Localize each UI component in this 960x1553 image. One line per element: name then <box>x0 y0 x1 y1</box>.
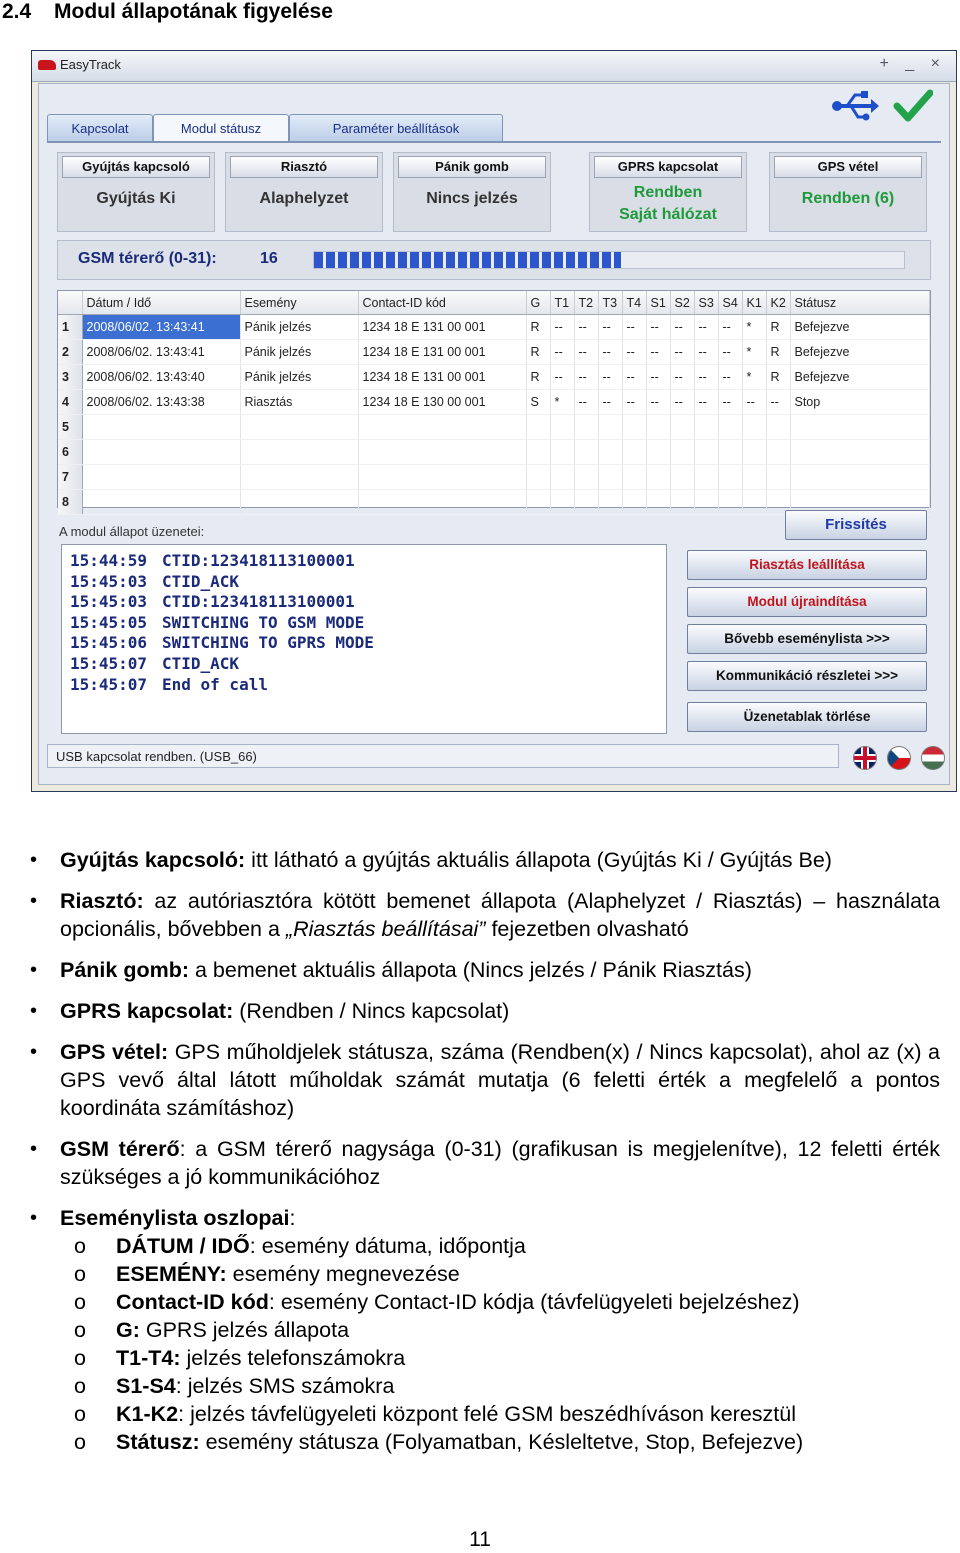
message-time: 15:45:03 <box>70 571 148 591</box>
table-cell: -- <box>718 390 742 415</box>
bullet-alarm <box>60 887 940 943</box>
expand-button[interactable]: + <box>879 55 895 72</box>
table-cell <box>82 440 240 465</box>
ignition-header: Gyújtás kapcsoló <box>62 156 210 178</box>
table-cell <box>598 490 622 515</box>
table-cell <box>550 465 574 490</box>
bullet-gprs <box>60 997 940 1025</box>
sub-bullet-contactid <box>116 1288 936 1316</box>
table-cell <box>598 440 622 465</box>
table-cell: -- <box>574 390 598 415</box>
alarm-header: Riasztó <box>230 156 378 178</box>
table-cell <box>646 440 670 465</box>
row-number: 4 <box>58 390 82 415</box>
gprs-network: Saját hálózat <box>619 206 717 223</box>
gps-value: Rendben (6) <box>801 190 895 207</box>
column-header[interactable]: K2 <box>766 291 790 315</box>
ignition-value: Gyújtás Ki <box>96 190 176 207</box>
table-cell <box>742 465 766 490</box>
panic-value: Nincs jelzés <box>426 190 518 207</box>
table-cell <box>240 415 358 440</box>
gsm-signal-panel <box>57 240 931 280</box>
minimize-button[interactable]: _ <box>905 55 921 72</box>
row-number: 8 <box>58 490 82 515</box>
message-line <box>70 551 355 570</box>
bullet-term: Pánik gomb: <box>60 958 190 982</box>
message-time: 15:45:06 <box>70 633 148 653</box>
table-cell <box>574 490 598 515</box>
table-cell <box>670 490 694 515</box>
table-cell <box>550 415 574 440</box>
table-row[interactable] <box>58 465 930 490</box>
bullet-text: a bemenet aktuális állapota (Nincs jelzés / Pánik Riasztás) <box>189 958 752 982</box>
table-cell <box>646 415 670 440</box>
sub-term: S1-S4 <box>116 1374 176 1398</box>
bullet-term: GPS vétel: <box>60 1040 169 1064</box>
table-cell: 1234 18 E 131 00 001 <box>358 315 526 340</box>
gprs-panel <box>589 152 747 232</box>
uk-flag-icon[interactable] <box>853 746 877 770</box>
bullet-text: GPS műholdjelek státusza, száma (Rendben(x) / Nincs kapcsolat), ahol az (x) a GPS vevő által látott műholdak számát mutatja (6 feletti érték a megfelelő a pontos koordináta számításhoz) <box>60 1040 940 1120</box>
table-cell: -- <box>598 390 622 415</box>
window-title: EasyTrack <box>60 57 121 72</box>
event-table <box>57 290 931 508</box>
table-cell <box>622 465 646 490</box>
table-cell: -- <box>694 390 718 415</box>
tab-kapcsolat[interactable]: Kapcsolat <box>47 114 153 143</box>
message-text: CTID_ACK <box>162 654 240 673</box>
gsm-label: GSM térerő (0-31): <box>78 250 217 267</box>
bullet-term: Eseménylista oszlopai <box>60 1206 290 1230</box>
table-cell <box>742 490 766 515</box>
row-number: 1 <box>58 315 82 340</box>
tab-parameters[interactable]: Paraméter beállítások <box>289 114 503 143</box>
close-button[interactable]: × <box>930 55 946 72</box>
table-cell: Pánik jelzés <box>240 365 358 390</box>
gsm-value: 16 <box>260 250 278 267</box>
more-events-button[interactable]: Bővebb eseménylista >>> <box>687 624 927 654</box>
table-cell <box>766 415 790 440</box>
sub-term: T1-T4: <box>116 1346 181 1370</box>
message-text: CTID:123418113100001 <box>162 551 355 570</box>
stop-alarm-button[interactable]: Riasztás leállítása <box>687 550 927 580</box>
sub-term: Contact-ID kód <box>116 1290 269 1314</box>
table-cell: -- <box>574 365 598 390</box>
table-cell <box>82 465 240 490</box>
table-cell: -- <box>694 340 718 365</box>
table-row[interactable] <box>58 415 930 440</box>
table-cell: -- <box>574 340 598 365</box>
message-time: 15:45:05 <box>70 612 148 632</box>
table-cell <box>694 490 718 515</box>
message-text: SWITCHING TO GSM MODE <box>162 612 365 632</box>
table-cell: 2008/06/02. 13:43:40 <box>82 365 240 390</box>
table-cell: Befejezve <box>790 315 930 340</box>
table-cell <box>766 440 790 465</box>
bullet-ignition <box>60 846 940 874</box>
sub-bullet-k <box>116 1400 936 1428</box>
table-cell: -- <box>622 390 646 415</box>
sub-text: jelzés telefonszámokra <box>180 1346 406 1370</box>
table-cell: -- <box>550 315 574 340</box>
message-text: CTID_ACK <box>162 571 240 591</box>
row-number: 6 <box>58 440 82 465</box>
bullet-text: : <box>289 1206 296 1230</box>
gsm-signal-bar <box>313 251 905 269</box>
table-cell: -- <box>670 390 694 415</box>
bullet-text: : a GSM térerő nagysága (0-31) (grafikusan is megjelenítve), 12 feletti érték szükséges a jó kommunikációhoz <box>60 1137 941 1189</box>
table-cell <box>670 415 694 440</box>
table-cell: -- <box>694 315 718 340</box>
messages-label: A modul állapot üzenetei: <box>59 524 205 539</box>
table-cell <box>574 440 598 465</box>
car-logo-icon <box>38 60 56 70</box>
table-cell: * <box>742 315 766 340</box>
column-header[interactable]: T4 <box>622 291 646 315</box>
status-bar: USB kapcsolat rendben. (USB_66) <box>47 744 839 768</box>
table-cell <box>358 465 526 490</box>
table-cell <box>82 415 240 440</box>
table-cell <box>646 490 670 515</box>
message-line <box>70 572 239 591</box>
table-row[interactable] <box>58 390 930 415</box>
sub-bullet-s <box>116 1372 936 1400</box>
message-time: 15:45:03 <box>70 592 148 612</box>
column-header[interactable]: T3 <box>598 291 622 315</box>
message-line <box>70 592 355 611</box>
table-cell: -- <box>718 340 742 365</box>
table-cell <box>718 465 742 490</box>
table-cell <box>622 490 646 515</box>
table-cell: -- <box>718 315 742 340</box>
table-cell: R <box>766 365 790 390</box>
sub-text: : jelzés távfelügyeleti központ felé GSM beszédhíváson keresztül <box>178 1402 796 1426</box>
clear-messages-button[interactable]: Üzenetablak törlése <box>687 702 927 732</box>
table-cell <box>622 440 646 465</box>
table-cell: -- <box>670 365 694 390</box>
table-cell: Riasztás <box>240 390 358 415</box>
table-cell: -- <box>694 365 718 390</box>
column-header[interactable]: Contact-ID kód <box>358 291 526 315</box>
table-cell <box>358 440 526 465</box>
table-cell: 2008/06/02. 13:43:41 <box>82 315 240 340</box>
table-cell <box>526 415 550 440</box>
row-number: 7 <box>58 465 82 490</box>
sub-text: esemény megnevezése <box>226 1262 460 1286</box>
table-cell: -- <box>550 340 574 365</box>
table-cell: 1234 18 E 131 00 001 <box>358 365 526 390</box>
bullet-gsm <box>60 1135 940 1191</box>
table-cell <box>598 415 622 440</box>
column-header[interactable]: K1 <box>742 291 766 315</box>
message-text: CTID:123418113100001 <box>162 592 355 612</box>
gsm-signal-fill <box>314 252 621 268</box>
column-header[interactable] <box>58 291 82 315</box>
table-cell: -- <box>670 340 694 365</box>
table-cell <box>622 415 646 440</box>
table-body <box>58 315 930 515</box>
message-line <box>70 613 364 632</box>
table-cell <box>670 465 694 490</box>
table-row[interactable] <box>58 340 930 365</box>
sub-bullet-t <box>116 1344 936 1372</box>
ignition-panel <box>57 152 215 232</box>
table-cell <box>742 440 766 465</box>
sub-term: G: <box>116 1318 140 1342</box>
table-cell: -- <box>574 315 598 340</box>
table-cell: -- <box>718 365 742 390</box>
table-cell: -- <box>622 365 646 390</box>
table-cell <box>718 440 742 465</box>
sub-text: esemény státusza (Folyamatban, Késleltetve, Stop, Befejezve) <box>199 1430 804 1454</box>
message-time: 15:44:59 <box>70 551 148 570</box>
table-cell <box>526 465 550 490</box>
sub-bullet-status <box>116 1428 936 1456</box>
table-cell: Befejezve <box>790 340 930 365</box>
gprs-header: GPRS kapcsolat <box>594 156 742 178</box>
table-cell <box>694 465 718 490</box>
main-panel <box>38 83 950 785</box>
cz-flag-icon[interactable] <box>887 746 911 770</box>
sub-text: : esemény dátuma, időpontja <box>249 1234 526 1258</box>
table-cell <box>82 490 240 515</box>
table-cell <box>358 415 526 440</box>
column-header[interactable]: Esemény <box>240 291 358 315</box>
sub-bullet-date <box>116 1232 936 1260</box>
section-heading <box>0 0 333 24</box>
sub-term: Státusz: <box>116 1430 200 1454</box>
table-cell: * <box>742 340 766 365</box>
table-row[interactable] <box>58 440 930 465</box>
table-cell: -- <box>550 365 574 390</box>
column-header[interactable]: S3 <box>694 291 718 315</box>
table-cell <box>790 440 930 465</box>
table-cell <box>766 465 790 490</box>
restart-module-button[interactable]: Modul újraindítása <box>687 587 927 617</box>
table-cell <box>790 415 930 440</box>
table-cell <box>694 415 718 440</box>
table-cell: * <box>742 365 766 390</box>
table-cell: -- <box>646 315 670 340</box>
table-cell <box>718 490 742 515</box>
check-icon <box>893 88 933 124</box>
bullet-text-tail: fejezetben olvasható <box>485 917 689 941</box>
table-cell <box>240 440 358 465</box>
table-cell <box>550 440 574 465</box>
table-cell: R <box>526 340 550 365</box>
page-number: 11 <box>469 1528 491 1551</box>
message-line <box>70 633 374 652</box>
column-header[interactable]: G <box>526 291 550 315</box>
alarm-panel <box>225 152 383 232</box>
row-number: 5 <box>58 415 82 440</box>
sub-bullet-g <box>116 1316 936 1344</box>
message-text: SWITCHING TO GPRS MODE <box>162 633 374 653</box>
table-cell: -- <box>622 340 646 365</box>
sub-text: : esemény Contact-ID kódja (távfelügyeleti bejelzéshez) <box>268 1290 800 1314</box>
table-row[interactable] <box>58 315 930 340</box>
bullet-term: GSM térerő <box>60 1137 180 1161</box>
sub-term: ESEMÉNY: <box>116 1262 227 1286</box>
bullet-text: (Rendben / Nincs kapcsolat) <box>233 999 510 1023</box>
table-cell <box>526 440 550 465</box>
table-cell: -- <box>646 340 670 365</box>
message-time: 15:45:07 <box>70 654 148 673</box>
tab-modul-status[interactable]: Modul státusz <box>153 114 289 143</box>
panic-header: Pánik gomb <box>398 156 546 178</box>
gps-header: GPS vétel <box>774 156 922 178</box>
table-cell <box>598 465 622 490</box>
table-cell: Befejezve <box>790 365 930 390</box>
column-header[interactable]: S2 <box>670 291 694 315</box>
table-cell <box>718 415 742 440</box>
table-cell: R <box>526 365 550 390</box>
table-cell: R <box>766 315 790 340</box>
panic-panel <box>393 152 551 232</box>
table-cell: -- <box>598 365 622 390</box>
bullet-term: Riasztó: <box>60 889 144 913</box>
table-cell: -- <box>646 390 670 415</box>
message-line <box>70 654 239 673</box>
column-header[interactable]: S4 <box>718 291 742 315</box>
table-cell: 1234 18 E 130 00 001 <box>358 390 526 415</box>
message-line <box>70 675 268 694</box>
table-cell <box>358 490 526 515</box>
bullet-term: GPRS kapcsolat: <box>60 999 234 1023</box>
bullet-text: itt látható a gyújtás aktuális állapota (Gyújtás Ki / Gyújtás Be) <box>245 848 832 872</box>
message-time: 15:45:07 <box>70 674 148 694</box>
table-cell <box>574 415 598 440</box>
table-cell <box>240 490 358 515</box>
title-bar <box>32 51 956 82</box>
sub-text: : jelzés SMS számokra <box>175 1374 395 1398</box>
table-cell <box>550 490 574 515</box>
table-cell <box>694 440 718 465</box>
sub-term: DÁTUM / IDŐ <box>116 1234 250 1258</box>
table-cell <box>646 465 670 490</box>
bullet-panic <box>60 956 940 984</box>
column-header[interactable]: T1 <box>550 291 574 315</box>
table-cell: -- <box>598 340 622 365</box>
table-cell: -- <box>742 390 766 415</box>
table-cell <box>526 490 550 515</box>
table-cell: -- <box>646 365 670 390</box>
table-cell: 1234 18 E 131 00 001 <box>358 340 526 365</box>
bullet-columns <box>60 1204 940 1232</box>
column-header[interactable]: S1 <box>646 291 670 315</box>
bullet-gps <box>60 1038 940 1122</box>
table-cell: Pánik jelzés <box>240 340 358 365</box>
table-cell <box>790 465 930 490</box>
table-cell: Stop <box>790 390 930 415</box>
app-window <box>31 50 957 792</box>
table-cell: 2008/06/02. 13:43:38 <box>82 390 240 415</box>
column-header[interactable]: Dátum / Idő <box>82 291 240 315</box>
sub-term: K1-K2 <box>116 1402 179 1426</box>
column-header[interactable]: Státusz <box>790 291 930 315</box>
table-cell: R <box>766 340 790 365</box>
usb-icon <box>831 88 879 124</box>
table-cell <box>742 415 766 440</box>
row-number: 2 <box>58 340 82 365</box>
table-row[interactable] <box>58 365 930 390</box>
section-title: Modul állapotának figyelése <box>54 0 333 23</box>
alarm-value: Alaphelyzet <box>259 190 349 207</box>
section-number: 2.4 <box>2 0 32 23</box>
table-cell: R <box>526 315 550 340</box>
table-cell: -- <box>766 390 790 415</box>
table-cell: * <box>550 390 574 415</box>
table-header-row <box>58 291 930 315</box>
table-cell: -- <box>622 315 646 340</box>
bullet-italic-ref: „Riasztás beállításai” <box>285 917 486 941</box>
messages-box[interactable] <box>61 544 667 734</box>
column-header[interactable]: T2 <box>574 291 598 315</box>
table-cell: 2008/06/02. 13:43:41 <box>82 340 240 365</box>
bullet-term: Gyújtás kapcsoló: <box>60 848 246 872</box>
gprs-value: Rendben <box>633 184 703 201</box>
sub-bullet-event <box>116 1260 936 1288</box>
row-number: 3 <box>58 365 82 390</box>
bullet-text: az autóriasztóra kötött bemenet állapota (Alaphelyzet / Riasztás) – használata opcionális, bővebben a <box>60 889 940 941</box>
table-cell <box>574 465 598 490</box>
table-cell: S <box>526 390 550 415</box>
table-cell: Pánik jelzés <box>240 315 358 340</box>
hu-flag-icon[interactable] <box>921 746 945 770</box>
table-cell: -- <box>670 315 694 340</box>
table-cell: -- <box>598 315 622 340</box>
gps-panel <box>769 152 927 232</box>
tab-divider <box>47 141 941 143</box>
window-controls <box>880 55 947 73</box>
sub-text: GPRS jelzés állapota <box>139 1318 350 1342</box>
table-cell <box>240 465 358 490</box>
message-text: End of call <box>162 674 268 694</box>
comm-details-button[interactable]: Kommunikáció részletei >>> <box>687 661 927 691</box>
table-cell <box>670 440 694 465</box>
refresh-button[interactable]: Frissítés <box>785 510 927 540</box>
